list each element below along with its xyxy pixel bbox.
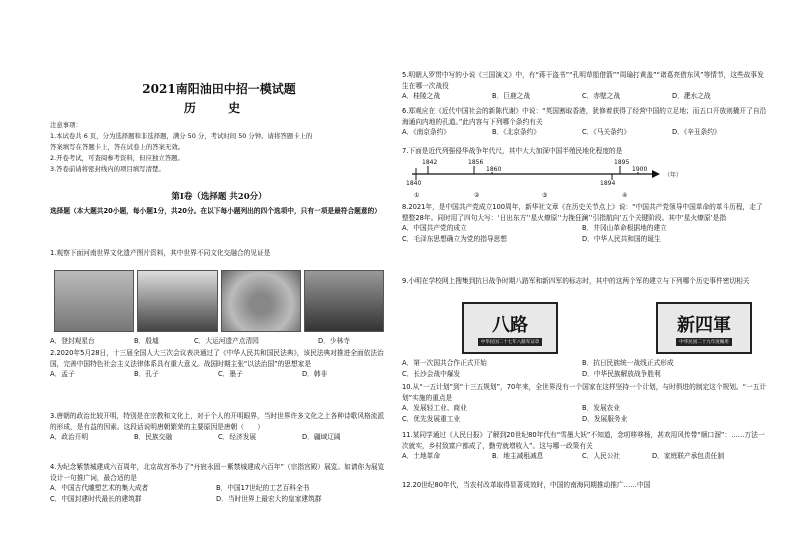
timeline-marker: ④ [622, 192, 628, 199]
question-stem: 10.从“一五计划”到“十三五规划”，70年来，全世界没有一个国家在这样坚持一个计划，与时俱进的制定这个规划。“一五计划”实施的重点是 [402, 383, 767, 402]
option: C．优先发展重工业 [402, 414, 461, 423]
question-6 [402, 106, 768, 138]
timeline-year: 1860 [486, 166, 502, 173]
notice-heading: 注意事项： [50, 121, 82, 129]
option: C．长沙会战中爆发 [402, 369, 461, 378]
question-stem: 4.为纪念紫禁城建成六百周年，北京故宫举办了“丹宸永固－紫禁城建成六百年”（宗指宫殿）展览。如请你为展览设计一句推广词，最合适的是 [50, 463, 385, 482]
option: B．地主减租减息 [492, 452, 544, 460]
question-5 [402, 70, 768, 102]
question-2 [50, 348, 388, 380]
question-12 [402, 480, 768, 491]
timeline-chart [402, 158, 768, 200]
question-11 [402, 430, 768, 462]
option: C．墨子 [218, 370, 243, 378]
option: B．井冈山革命根据地的建立 [582, 224, 667, 232]
question-9-options [402, 358, 768, 379]
option: D．淝水之战 [672, 92, 711, 100]
question-stem: 1.观察下面河南世界文化遗产图片资料，其中世界不同文化交融合的见证是 [50, 249, 271, 257]
section-instruction: 选择题（本大题共20小题，每小题1分，共20分。在以下每小题列出的四个选项中，只有一项是最符合题意的） [50, 207, 381, 215]
photo-shaolin [304, 270, 384, 332]
option: A．孟子 [50, 370, 75, 378]
option: A．桂陵之战 [402, 92, 441, 100]
question-stem: 2.2020年5月28日，十三届全国人大三次会议表决通过了《中华人民共和国民法典》，该民法典对推进全面依法治国，完善中国特色社会主义法律体系具有重大意义。战国时期主张“以法治国”的思想家是 [50, 349, 384, 368]
option: C．人民公社 [582, 452, 621, 460]
option: A．第一次国共合作正式开始 [402, 359, 487, 367]
question-3 [50, 411, 388, 443]
option: C．中国封建时代最长的建筑群 [50, 494, 142, 503]
question-stem: 6.郑观应在《近代中国社会的新陈代谢》中说：“英国割取香港，犹修着获得了经营中国的立足地；而五口开放则撬开了自沿海通向内地的孔道。”此内容与下列哪个条约有关 [402, 107, 767, 126]
option: A．《南京条约》 [402, 128, 451, 136]
question-1-options [50, 336, 388, 347]
option: B．殷墟 [134, 337, 159, 345]
timeline-marker: ① [414, 192, 420, 199]
exam-subject: 历 史 [183, 101, 255, 115]
timeline-year: 1856 [468, 159, 484, 166]
option: D．《辛丑条约》 [672, 128, 721, 136]
timeline-year: 1895 [614, 159, 630, 166]
notice-item: 答案填写在答题卡上，答在试卷上的答案无效。 [50, 143, 185, 151]
timeline-year: 1840 [406, 180, 422, 187]
question-4 [50, 462, 388, 504]
option: A．政治开明 [50, 433, 89, 441]
question-stem: 9.小明在学校网上搜集到抗日战争时期八路军和新四军的标志时，其中的这两个军的建立与下列哪个历史事件密切相关 [402, 277, 750, 285]
option: C．大运河遗产点清园 [194, 337, 259, 345]
question-7 [402, 146, 768, 157]
notice-block [50, 120, 388, 175]
timeline-marker: ③ [542, 192, 548, 199]
question-stem: 5.明朝人罗贯中写的小说《三国演义》中，有“蒋干盗书”“孔明草船借箭”“周瑜打黄盖”“诸葛亮借东风”等情节，这些故事发生在哪一次战役 [402, 71, 764, 90]
photo-canal [221, 270, 301, 332]
heritage-photos [54, 270, 384, 330]
question-9 [402, 276, 768, 287]
section-title: 第Ⅰ卷（选择题 共20分） [171, 192, 267, 202]
timeline-marker: ② [474, 192, 480, 199]
option: C．经济发展 [218, 433, 257, 441]
question-stem: 12.20世纪80年代，当农村改革取得显著成效时，中国的南海同期推动推广……中国 [402, 481, 651, 489]
option: B．中国17世纪的工艺百科全书 [216, 484, 310, 492]
option: C．赤壁之战 [582, 92, 621, 100]
badge-eighth-route [462, 302, 558, 354]
option: D．家庭联产承包责任制 [652, 452, 725, 460]
option: B．民族交融 [134, 433, 173, 441]
badge-subtext: 中华民国二十九年度佩用 [676, 338, 732, 346]
badge-new-fourth [656, 302, 752, 354]
option: A．中国古代雕塑艺术的集大成者 [50, 484, 149, 492]
timeline-year: 1900 [632, 166, 648, 173]
option: A．发展轻工业、商业 [402, 404, 467, 412]
question-stem: 11.某同学通过《人民日报》了解到20世纪80年代有“雪墨大妖”不知道，念叨哆哆杨，甚欢用风传带“顺口溜”：……万法一次就实，乡村致富户都成了，勤劳就增收入”。这与哪一政策有关 [402, 431, 765, 450]
option: B．《北京条约》 [492, 128, 541, 136]
option: D．中华人民共和国的诞生 [582, 234, 661, 243]
option: B．巨鹿之战 [492, 92, 531, 100]
question-1 [50, 248, 388, 259]
exam-title: 2021南阳油田中招一模试题 [142, 82, 296, 96]
option: B．孔子 [134, 370, 159, 378]
photo-observatory [54, 270, 134, 332]
option: D．发展服务业 [582, 414, 628, 423]
option: D．疆域辽阔 [302, 433, 341, 441]
notice-item: 2.开卷考试，可查阅参考资料，但应独立答题。 [50, 154, 184, 162]
option: D．韩非 [302, 370, 328, 378]
badge-subtext: 中华民国二十七年八路军证章 [478, 338, 543, 346]
option: B．抗日民族统一战线正式形成 [582, 359, 674, 367]
badge-text: 新四軍 [677, 314, 731, 336]
timeline-year: 1894 [600, 180, 616, 187]
question-stem: 7.下面是近代列强侵华战争年代尺，其中大大加深中国半殖民地化程度的是 [402, 147, 623, 155]
option: A．中国共产党的成立 [402, 224, 467, 232]
option: D．当时世界上最宏大的皇家建筑群 [216, 494, 322, 503]
option: A．土地革命 [402, 452, 441, 460]
option: A．登封观星台 [50, 337, 95, 345]
option: B．发展农业 [582, 404, 621, 412]
army-badges [462, 302, 752, 357]
question-stem: 3.唐朝的政治比较开明，特别是在宗教和文化上，对于个人的开明眼界，当时世界许多文化之上各种诗歌风格流派的形成，是有益的因素。这段话说明唐朝繁荣的主要原因是唐朝（ ） [50, 412, 385, 431]
timeline-year: 1842 [422, 159, 438, 166]
notice-item: 3.答卷前请将密封线内的项目填写清楚。 [50, 165, 165, 173]
option: D．中华民族解放战争胜利 [582, 369, 661, 378]
badge-text: 八路 [492, 314, 528, 336]
timeline-arrow [652, 170, 660, 178]
option: D．少林寺 [318, 337, 350, 345]
question-stem: 8.2021年，是中国共产党成立100周年，新华社文章《在历史关节点上》说：“中国共产党领导中国革命的革斗历程，走了整整28年。同时用了四句大写：‘日出东方’‘星火燎原’‘力挽狂澜’‘引指航向’五个关键阶段。其中‘星火燎原’是指 [402, 203, 763, 222]
question-8 [402, 202, 768, 244]
timeline-axis-label: （年） [664, 172, 683, 179]
option: C．毛泽东思想确立为党的指导思想 [402, 234, 507, 243]
question-10 [402, 382, 768, 424]
notice-item: 1.本试卷共 6 页，分为选择题和非选择题，满分 50 分，考试时间 50 分钟。请将答题卡上的 [50, 132, 313, 140]
option: C．《马关条约》 [582, 128, 631, 136]
photo-yinxu [137, 270, 217, 332]
